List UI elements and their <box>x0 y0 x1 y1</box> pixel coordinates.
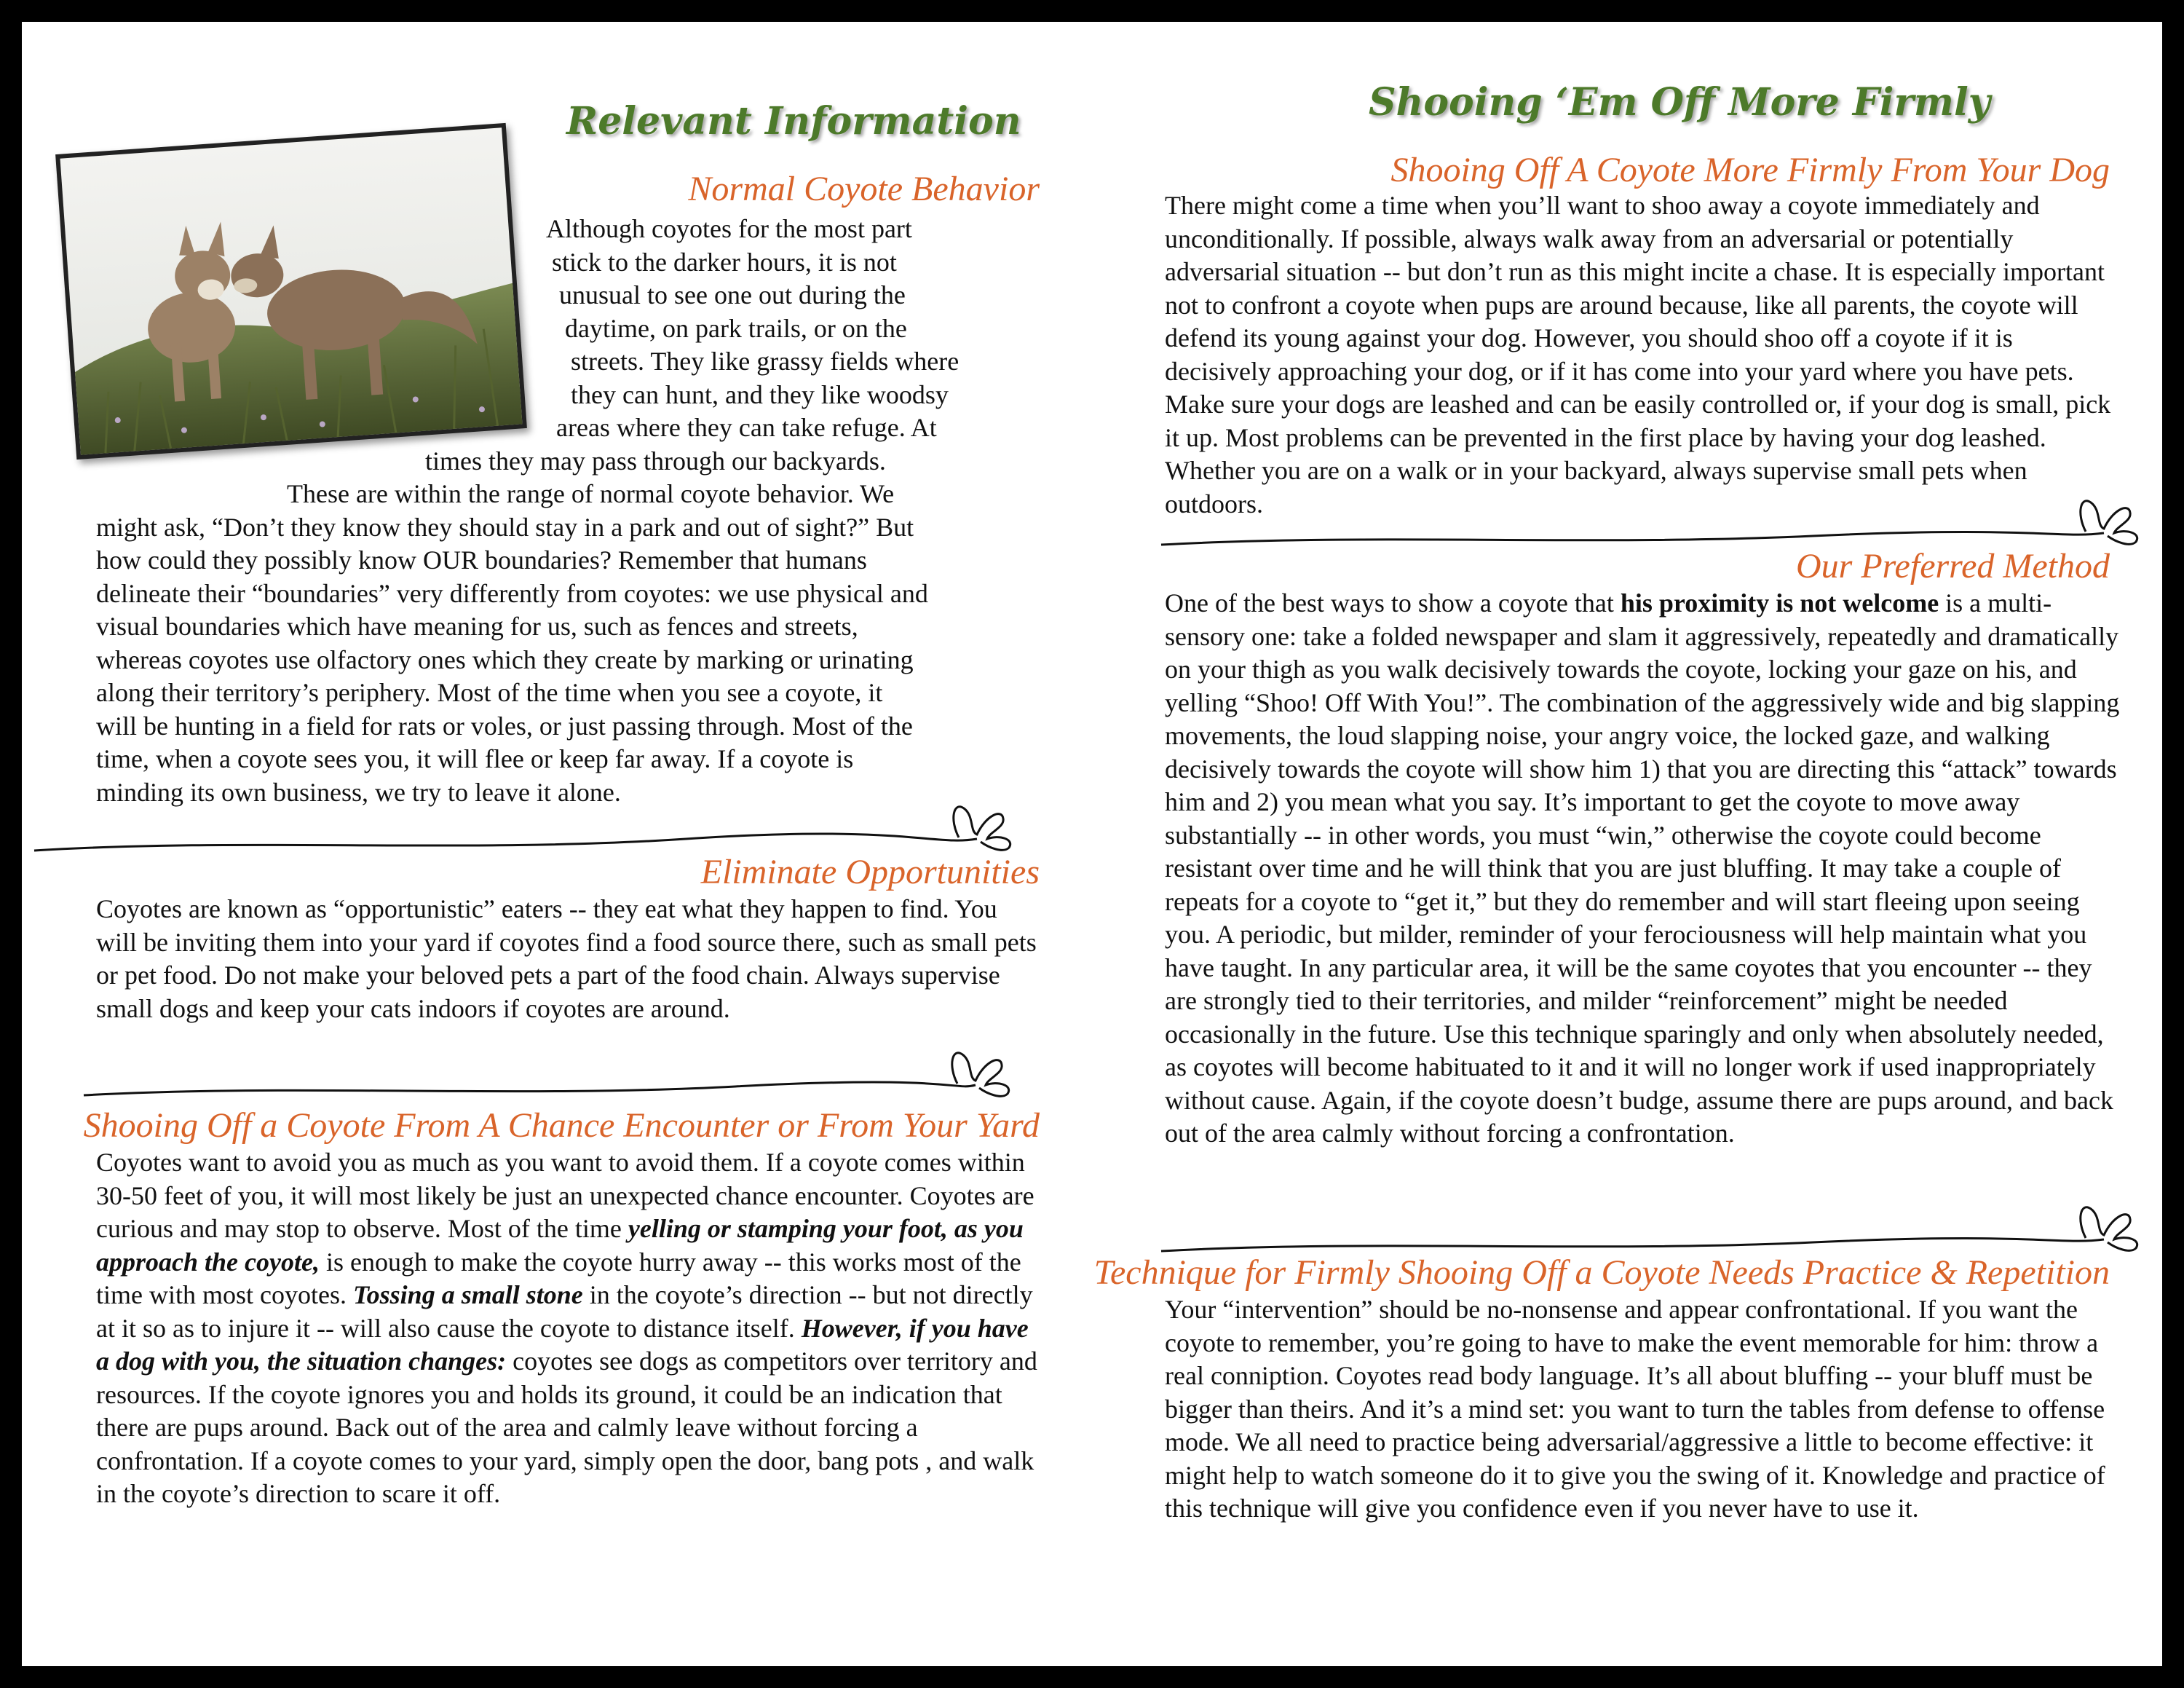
section-title-technique: Technique for Firmly Shooing Off a Coyote Needs Practice & Repetition <box>1093 1253 2110 1292</box>
chance-text-3: in the coyote’s direction -- but not directly at it so as to injure it -- will also cause the coyote to distance itself. <box>96 1280 1033 1343</box>
preferred-text-2: is a multi-sensory one: take a folded newspaper and slam it aggressively, repeatedly and dramatically on your thigh as you walk decisively towards the coyote, locking your gaze on his, and yelling “Shoo! Off With You!”. The combination of the aggressively wide and big slapping movements, the loud slapping noise, your angry voice, the locked gaze, and walking decisively towards the coyote will show him 1) that you are directing this “attack” towards him and 2) you mean what you say. It’s important to get the coyote to move away substantially -- in other words, you must “win,” otherwise the coyote could become resistant over time and he will think that you are just bluffing. It may take a couple of repeats for a coyote to “get it,” but they do remember and will start fleeing upon seeing you. A periodic, but milder, reminder of your ferociousness will help maintain what you have taught. In any particular area, it will be the same coyotes that you encounter -- they are strongly tied to their territories, and milder “reinforcement” might be needed occasionally in the future. Use this technique sparingly and only when absolutely needed, as coyotes will become habituated to it and it will no longer work if used inappropriately without cause. Again, if the coyote doesn’t budge, assume there are pups around, and back out of the area calmly without forcing a confrontation. <box>1165 588 2120 1148</box>
section-title-eliminate: Eliminate Opportunities <box>700 853 1040 891</box>
chance-encounter-text <box>96 1146 1042 1511</box>
chance-emphasis-stone: Tossing a small stone <box>352 1280 583 1309</box>
normal-line-4: daytime, on park trails, or on the <box>565 313 907 343</box>
normal-line-6: they can hunt, and they like woodsy <box>571 379 949 409</box>
left-main-title: Relevant Information <box>566 99 1021 143</box>
normal-line-9: These are within the range of normal coyote behavior. We <box>287 479 895 508</box>
normal-line-5: streets. They like grassy fields where <box>571 347 960 376</box>
section-title-dog: Shooing Off A Coyote More Firmly From Your Dog <box>1390 151 2110 189</box>
section-title-preferred-method: Our Preferred Method <box>1795 547 2110 585</box>
normal-line-16: will be hunting in a field for rats or voles, or just passing through. Most of the <box>96 711 913 741</box>
normal-line-15: along their territory’s periphery. Most of the time when you see a coyote, it <box>96 678 883 707</box>
section-title-chance-encounter: Shooing Off a Coyote From A Chance Encounter or From Your Yard <box>83 1106 1040 1145</box>
divider-flourish <box>1158 1180 2148 1260</box>
normal-line-11: how could they possibly know OUR boundaries? Remember that humans <box>96 545 867 575</box>
normal-line-1: Although coyotes for the most part <box>546 214 912 243</box>
normal-line-7: areas where they can take refuge. At <box>556 413 937 442</box>
normal-line-12: delineate their “boundaries” very differently from coyotes: we use physical and <box>96 578 928 608</box>
normal-line-17: time, when a coyote sees you, it will flee or keep far away. If a coyote is <box>96 744 854 773</box>
right-column <box>1093 22 2162 1666</box>
normal-line-2: stick to the darker hours, it is not <box>552 247 897 277</box>
normal-line-14: whereas coyotes use olfactory ones which they create by marking or urinating <box>96 644 914 674</box>
normal-line-10: might ask, “Don’t they know they should stay in a park and out of sight?” But <box>96 512 914 542</box>
chance-text-4: coyotes see dogs as competitors over territory and resources. If the coyote ignores you and holds its ground, it could be an indication that there are pups around. Back out of the area and calmly leave without forcing a confrontation. If a coyote comes to your yard, simply open the door, bang pots , and walk in the coyote’s direction to scare it off. <box>96 1346 1037 1508</box>
left-column <box>22 22 1085 1666</box>
preferred-text-1: One of the best ways to show a coyote that <box>1165 588 1621 618</box>
normal-line-8: times they may pass through our backyards. <box>425 446 886 476</box>
preferred-emphasis: his proximity is not welcome <box>1620 588 1939 618</box>
normal-line-18: minding its own business, we try to leave it alone. <box>96 777 621 807</box>
dog-text: There might come a time when you’ll want to shoo away a coyote immediately and unconditionally. If possible, always walk away from an adversarial or potentially adversarial situation -- but don’t run as this might incite a chase. It is especially important not to confront a coyote when pups are around because, like all parents, the coyote will defend its young against your dog. However, you should shoo off a coyote if it is decisively approaching your dog, or if it has come into your yard where you have pets. Make sure your dogs are leashed and can be easily controlled or, if your dog is small, pick it up. Most problems can be prevented in the first place by having your dog leashed. Whether you are on a walk or in your backyard, always supervise small pets when outdoors. <box>1165 191 2111 518</box>
chance-text-1: Coyotes want to avoid you as much as you want to avoid them. If a coyote comes within 30-50 feet of you, it will most likely be just an unexpected chance encounter. Coyotes are curious and may stop to observe. Most of the time <box>96 1148 1034 1243</box>
section-title-normal-behavior: Normal Coyote Behavior <box>688 170 1040 208</box>
normal-line-3: unusual to see one out during the <box>559 280 906 309</box>
normal-line-13: visual boundaries which have meaning for us, such as fences and streets, <box>96 612 858 641</box>
chance-emphasis-dog: However, if you have a dog with you, the situation changes: <box>96 1313 1029 1376</box>
chance-text-2: is enough to make the coyote hurry away -- this works most of the time with most coyotes. <box>96 1247 1021 1309</box>
divider-flourish <box>1158 473 2148 553</box>
normal-behavior-text <box>22 213 1085 809</box>
divider-flourish <box>80 1038 1056 1104</box>
chance-emphasis-yelling: yelling or stamping your foot, as you approach the coyote, <box>96 1214 1024 1277</box>
brochure-page <box>22 22 2162 1666</box>
right-main-title: Shooing ‘Em Off More Firmly <box>1369 80 1990 125</box>
technique-text: Your “intervention” should be no-nonsense and appear confrontational. If you want the coyote to remember, you’re going to have to make the event memorable for him: throw a real conniption. Coyotes read body language. It’s all about bluffing -- your bluff must be bigger than theirs. And it’s a mind set: you want to turn the tables from defense to offense mode. We all need to practice being adversarial/aggressive a little to become effective: it might help to watch someone do it to give you the swing of it. Knowledge and practice of this technique will give you confidence even if you never have to use it. <box>1165 1295 2105 1523</box>
eliminate-text: Coyotes are known as “opportunistic” eaters -- they eat what they happen to find. You will be inviting them into your yard if coyotes find a food source there, such as small pets or pet food. Do not make your beloved pets a part of the food chain. Always supervise small dogs and keep your cats indoors if coyotes are around. <box>96 894 1037 1023</box>
divider-flourish <box>31 786 1050 859</box>
preferred-method-text <box>1165 587 2126 1151</box>
